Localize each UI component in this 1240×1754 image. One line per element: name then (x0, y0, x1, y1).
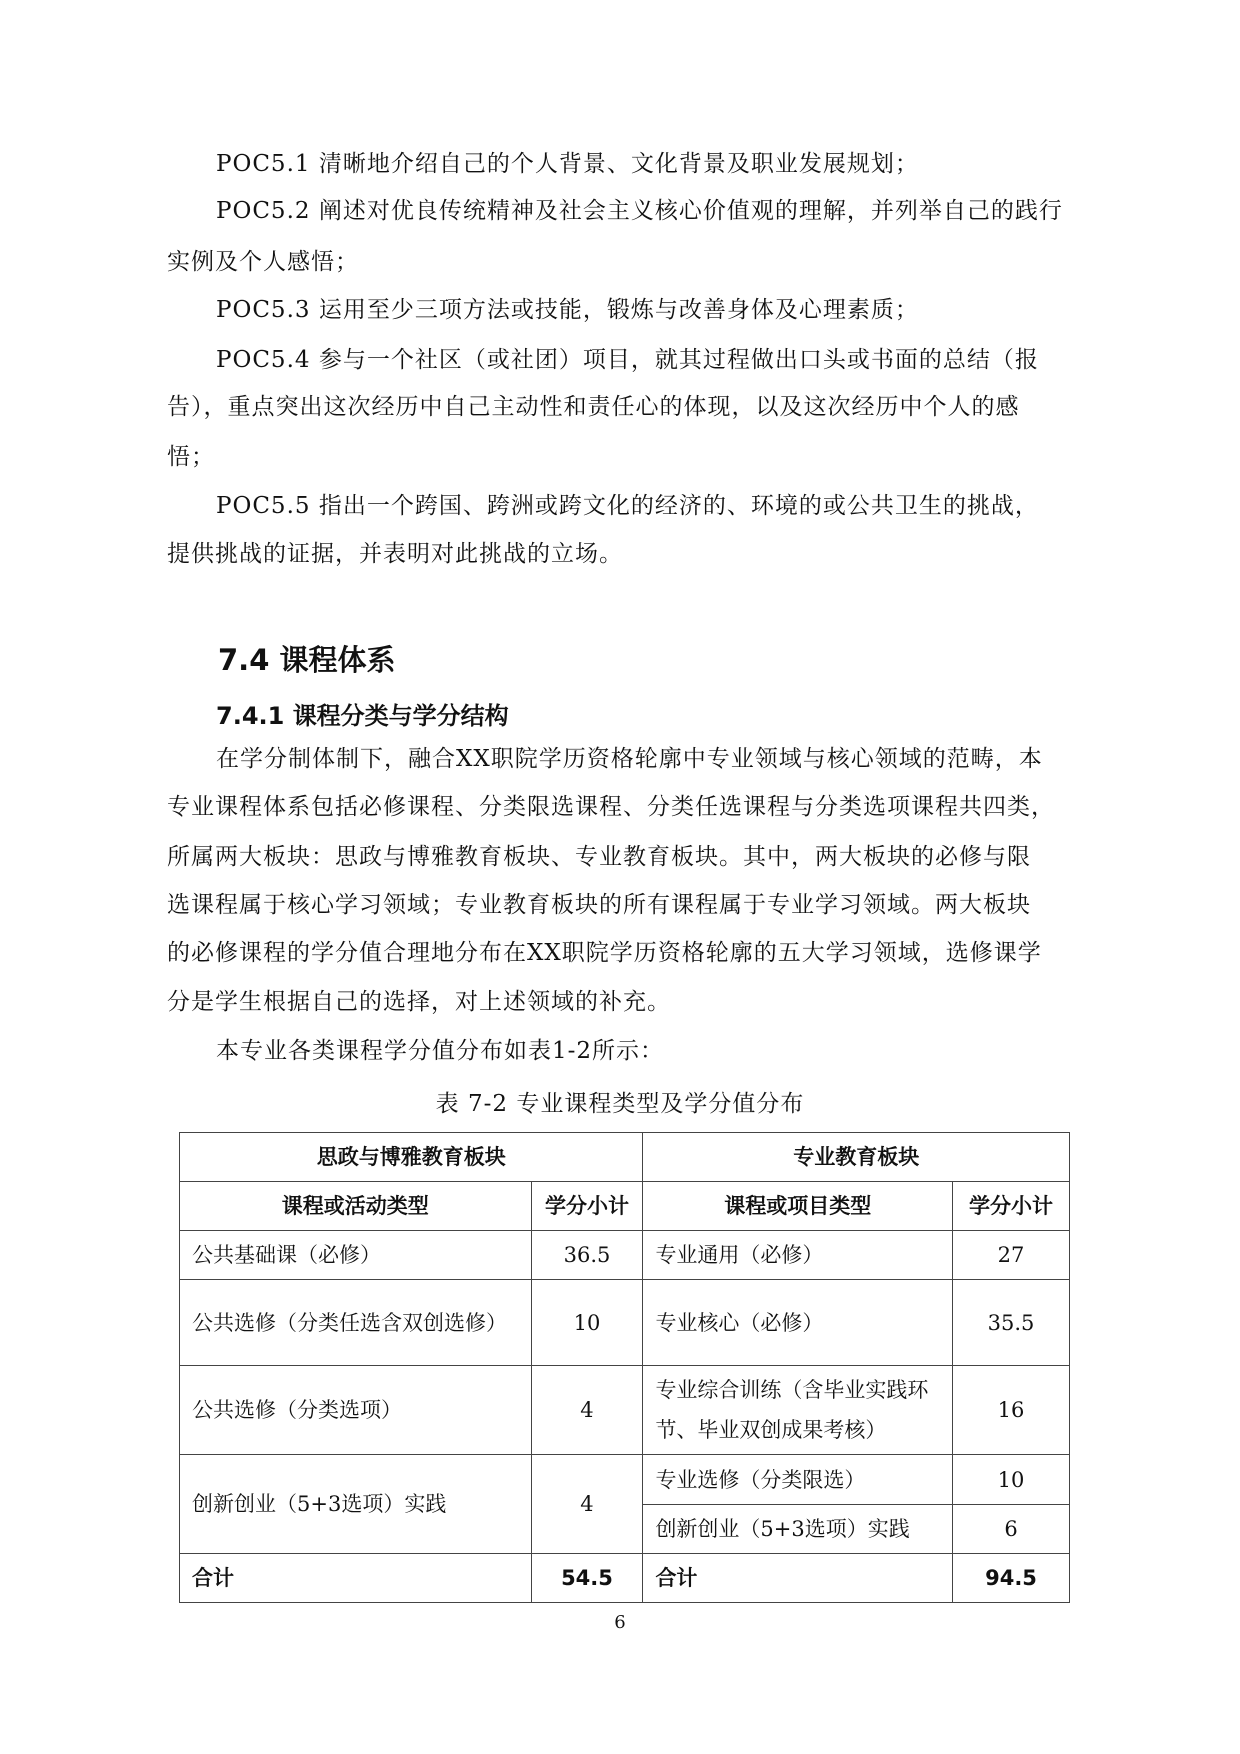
poc-5-3: POC5.3 运用至少三项方法或技能，锻炼与改善身体及心理素质； (216, 297, 919, 323)
subsection-title: 7.4.1 课程分类与学分结构 (216, 702, 509, 730)
paragraph-line: 分是学生根据自己的选择，对上述领域的补充。 (167, 989, 671, 1015)
right-total: 94.5 (953, 1554, 1070, 1603)
cell: 创新创业（5+3选项）实践 (180, 1455, 532, 1554)
column-header: 学分小计 (531, 1182, 643, 1231)
cell: 专业选修（分类限选） (643, 1455, 953, 1505)
cell: 专业核心（必修） (643, 1280, 953, 1366)
cell: 公共选修（分类任选含双创选修） (180, 1280, 532, 1366)
table-caption: 表 7-2 专业课程类型及学分值分布 (435, 1091, 805, 1117)
poc-5-1: POC5.1 清晰地介绍自己的个人背景、文化背景及职业发展规划； (216, 151, 919, 177)
left-block-header: 思政与博雅教育板块 (180, 1133, 643, 1182)
cell: 公共选修（分类选项） (180, 1366, 532, 1455)
poc-5-5: POC5.5 指出一个跨国、跨洲或跨文化的经济的、环境的或公共卫生的挑战， (216, 493, 1039, 519)
right-block-header: 专业教育板块 (643, 1133, 1070, 1182)
column-header: 学分小计 (953, 1182, 1070, 1231)
table-row (180, 1133, 1070, 1182)
cell: 16 (953, 1366, 1070, 1455)
total-label: 合计 (643, 1554, 953, 1603)
section-title: 7.4 课程体系 (218, 643, 396, 677)
table-row (180, 1455, 1070, 1505)
table-row (180, 1231, 1070, 1280)
cell: 公共基础课（必修） (180, 1231, 532, 1280)
poc-5-4-cont: 告），重点突出这次经历中自己主动性和责任心的体现，以及这次经历中个人的感 (167, 394, 1020, 420)
total-row (180, 1554, 1070, 1603)
cell: 4 (531, 1366, 643, 1455)
column-header: 课程或活动类型 (180, 1182, 532, 1231)
paragraph-line: 选课程属于核心学习领域；专业教育板块的所有课程属于专业学习领域。两大板块 (167, 892, 1031, 918)
paragraph-line: 在学分制体制下，融合XX职院学历资格轮廓中专业领域与核心领域的范畴，本 (216, 746, 1043, 772)
table-row (180, 1280, 1070, 1366)
left-total: 54.5 (531, 1554, 643, 1603)
paragraph-line: 专业课程体系包括必修课程、分类限选课程、分类任选课程与分类选项课程共四类， (167, 794, 1055, 820)
cell: 专业综合训练（含毕业实践环节、毕业双创成果考核） (643, 1366, 953, 1455)
cell: 27 (953, 1231, 1070, 1280)
cell: 10 (531, 1280, 643, 1366)
total-label: 合计 (180, 1554, 532, 1603)
cell: 专业通用（必修） (643, 1231, 953, 1280)
poc-5-4: POC5.4 参与一个社区（或社团）项目，就其过程做出口头或书面的总结（报 (216, 347, 1039, 373)
poc-5-2: POC5.2 阐述对优良传统精神及社会主义核心价值观的理解，并列举自己的践行 (216, 198, 1063, 224)
paragraph-line: 所属两大板块：思政与博雅教育板块、专业教育板块。其中，两大板块的必修与限 (167, 844, 1031, 870)
cell: 35.5 (953, 1280, 1070, 1366)
cell: 6 (953, 1505, 1070, 1554)
table-row (180, 1366, 1070, 1455)
page-number: 6 (614, 1612, 626, 1633)
poc-5-2-cont: 实例及个人感悟； (167, 249, 359, 275)
poc-5-5-cont: 提供挑战的证据，并表明对此挑战的立场。 (167, 541, 623, 567)
paragraph-line: 的必修课程的学分值合理地分布在XX职院学历资格轮廓的五大学习领域，选修课学 (167, 940, 1042, 966)
cell: 创新创业（5+3选项）实践 (643, 1505, 953, 1554)
cell: 4 (531, 1455, 643, 1554)
intro-line: 本专业各类课程学分值分布如表1-2所示： (216, 1038, 665, 1064)
column-header: 课程或项目类型 (643, 1182, 953, 1231)
table-row (180, 1182, 1070, 1231)
cell: 36.5 (531, 1231, 643, 1280)
credit-table (179, 1132, 1070, 1603)
poc-5-4-cont: 悟； (167, 444, 215, 470)
cell: 10 (953, 1455, 1070, 1505)
